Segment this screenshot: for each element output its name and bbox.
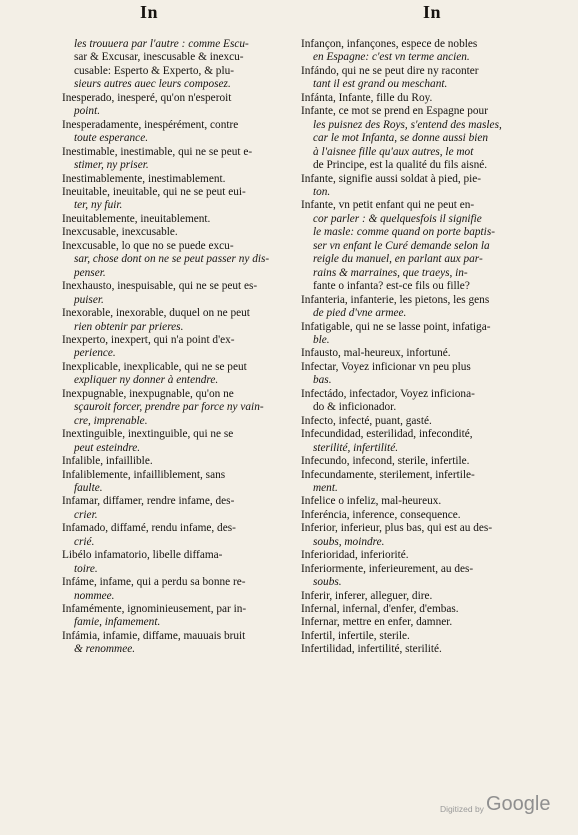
dictionary-line: Infectádo, infectador, Voyez inficiona- [301, 387, 475, 400]
dictionary-line: Inferéncia, inference, consequence. [301, 508, 461, 521]
dictionary-line: Infertil, infertile, sterile. [301, 629, 410, 642]
dictionary-line: famie, infamement. [74, 616, 161, 629]
google-logo: Google [486, 793, 551, 815]
dictionary-line: penser. [74, 266, 106, 279]
dictionary-line: rains & marraines, que traeys, in- [313, 266, 468, 279]
dictionary-line: sar, chose dont on ne se peut passer ny dis- [74, 253, 270, 266]
dictionary-line: Inexorable, inexorable, duquel on ne peut [62, 307, 250, 320]
dictionary-line: rien obtenir par prieres. [74, 320, 184, 333]
dictionary-line: point. [74, 105, 101, 118]
dictionary-line: Infamar, diffamer, rendre infame, des- [62, 495, 235, 508]
dictionary-line: Infanteria, infanterie, les pietons, les gens [301, 293, 490, 306]
dictionary-line: Infausto, mal-heureux, infortuné. [301, 347, 451, 360]
dictionary-line: Infelice o infeliz, mal-heureux. [301, 495, 442, 508]
dictionary-line: Infecto, infecté, puant, gasté. [301, 414, 432, 427]
dictionary-line: Infalible, infaillible. [62, 455, 153, 468]
dictionary-line: Infáme, infame, qui a perdu sa bonne re- [62, 576, 246, 589]
dictionary-line: Infamémente, ignominieusement, par in- [62, 603, 247, 616]
dictionary-line: crié. [74, 535, 95, 548]
dictionary-line: Infamado, diffamé, rendu infame, des- [62, 522, 236, 535]
dictionary-line: ton. [313, 185, 331, 198]
dictionary-line: Infámia, infamie, diffame, mauuais bruit [62, 629, 246, 642]
dictionary-line: Inestimablemente, inestimablement. [62, 172, 226, 185]
dictionary-line: fante o infanta? est-ce fils ou fille? [313, 280, 470, 293]
dictionary-line: tant il est grand ou meschant. [313, 78, 448, 91]
dictionary-line: Infertilidad, infertilité, sterilité. [301, 643, 442, 656]
dictionary-line: Infernal, infernal, d'enfer, d'embas. [301, 603, 459, 616]
dictionary-line: de pied d'vne armee. [313, 307, 407, 320]
dictionary-line: ser vn enfant le Curé demande selon la [313, 239, 490, 252]
dictionary-line: Infánta, Infante, fille du Roy. [301, 91, 433, 104]
dictionary-line: puiser. [74, 293, 104, 306]
dictionary-line: le masle: comme quand on porte baptis- [313, 226, 495, 239]
dictionary-line: stimer, ny priser. [74, 159, 149, 172]
dictionary-line: & renommee. [74, 643, 136, 656]
dictionary-line: Inferiormente, inferieurement, au des- [301, 562, 474, 575]
dictionary-line: reigle du manuel, en parlant aux par- [313, 253, 483, 266]
dictionary-line: les trouuera par l'autre : comme Escu- [74, 38, 249, 50]
dictionary-line: crier. [74, 508, 98, 521]
dictionary-line: Infernar, mettre en enfer, damner. [301, 616, 453, 629]
dictionary-line: ment. [313, 481, 338, 494]
dictionary-line: bas. [313, 374, 332, 387]
dictionary-line: Infançon, infançones, espece de nobles [301, 38, 478, 50]
dictionary-line: Inferioridad, inferiorité. [301, 549, 409, 562]
dictionary-line: Infecundidad, esterilidad, infecondité, [301, 428, 473, 441]
dictionary-line: Inexcusable, lo que no se puede excu- [62, 239, 234, 252]
dictionary-line: sterilité, infertilité. [313, 441, 399, 454]
dictionary-line: Inestimable, inestimable, qui ne se peut e- [62, 145, 253, 158]
dictionary-line: Inexpugnable, inexpugnable, qu'on ne [62, 387, 234, 400]
dictionary-line: soubs. [313, 576, 342, 589]
dictionary-line: Inesperado, inesperé, qu'on n'esperoit [62, 91, 232, 104]
dictionary-line: cre, imprenable. [74, 414, 148, 427]
dictionary-line: faulte. [74, 481, 103, 494]
dictionary-line: toire. [74, 562, 98, 575]
dictionary-line: Infante, signifie aussi soldat à pied, pie- [301, 172, 482, 185]
running-head-left: In [140, 2, 159, 22]
dictionary-line: sieurs autres auec leurs composez. [74, 78, 231, 91]
dictionary-line: expliquer ny donner à entendre. [74, 374, 219, 387]
dictionary-line: cusable: Esperto & Experto, & plu- [74, 64, 234, 77]
dictionary-line: Inferior, inferieur, plus bas, qui est au des- [301, 522, 493, 535]
dictionary-line: nommee. [74, 589, 115, 602]
dictionary-line: Inexhausto, inespuisable, qui ne se peut es- [62, 280, 258, 293]
dictionary-line: Infante, vn petit enfant qui ne peut en- [301, 199, 475, 212]
dictionary-line: sar & Excusar, inescusable & inexcu- [74, 51, 244, 64]
dictionary-line: Inexcusable, inexcusable. [62, 226, 178, 239]
dictionary-line: soubs, moindre. [313, 535, 385, 548]
dictionary-line: en Espagne: c'est vn terme ancien. [313, 51, 470, 64]
digitized-by-text: Digitized by [440, 804, 484, 814]
dictionary-line: do & inficionador. [313, 401, 397, 414]
dictionary-line: Ineuitable, ineuitable, qui ne se peut eui- [62, 185, 246, 198]
dictionary-line: sçauroit forcer, prendre par force ny vain- [74, 401, 264, 414]
dictionary-line: Infectar, Voyez inficionar vn peu plus [301, 360, 471, 373]
dictionary-line: Inexperto, inexpert, qui n'a point d'ex- [62, 333, 235, 346]
dictionary-line: les puisnez des Roys, s'entend des masles, [313, 118, 502, 131]
dictionary-line: Infecundamente, sterilement, infertile- [301, 468, 475, 481]
dictionary-line: car le mot Infanta, se donne aussi bien [313, 132, 489, 145]
dictionary-line: à l'aisnee fille qu'aux autres, le mot [313, 145, 474, 158]
dictionary-line: Inferir, inferer, alleguer, dire. [301, 589, 433, 602]
dictionary-line: Infecundo, infecond, sterile, infertile. [301, 455, 470, 468]
dictionary-line: ter, ny fuir. [74, 199, 123, 212]
dictionary-line: perience. [74, 347, 116, 360]
left-column [62, 38, 290, 657]
dictionary-line: Inextinguible, inextinguible, qui ne se [62, 428, 234, 441]
dictionary-line: Inesperadamente, inespérément, contre [62, 118, 239, 131]
dictionary-line: Ineuitablemente, ineuitablement. [62, 212, 211, 225]
dictionary-line: Inexplicable, inexplicable, qui ne se peut [62, 360, 247, 373]
dictionary-line: Infatigable, qui ne se lasse point, infatiga- [301, 320, 491, 333]
running-head-right: In [423, 2, 442, 22]
dictionary-line: de Principe, est la qualité du fils aisné. [313, 159, 488, 172]
dictionary-line: Infándo, qui ne se peut dire ny raconter [301, 64, 479, 77]
dictionary-line: Infante, ce mot se prend en Espagne pour [301, 105, 488, 118]
dictionary-line: Infaliblemente, infailliblement, sans [62, 468, 226, 481]
dictionary-line: cor parler : & quelquesfois il signifie [313, 212, 482, 225]
dictionary-line: ble. [313, 333, 330, 346]
dictionary-line: peut esteindre. [74, 441, 141, 454]
right-column [301, 38, 533, 657]
dictionary-line: toute esperance. [74, 132, 149, 145]
dictionary-line: Libélo infamatorio, libelle diffama- [62, 549, 223, 562]
